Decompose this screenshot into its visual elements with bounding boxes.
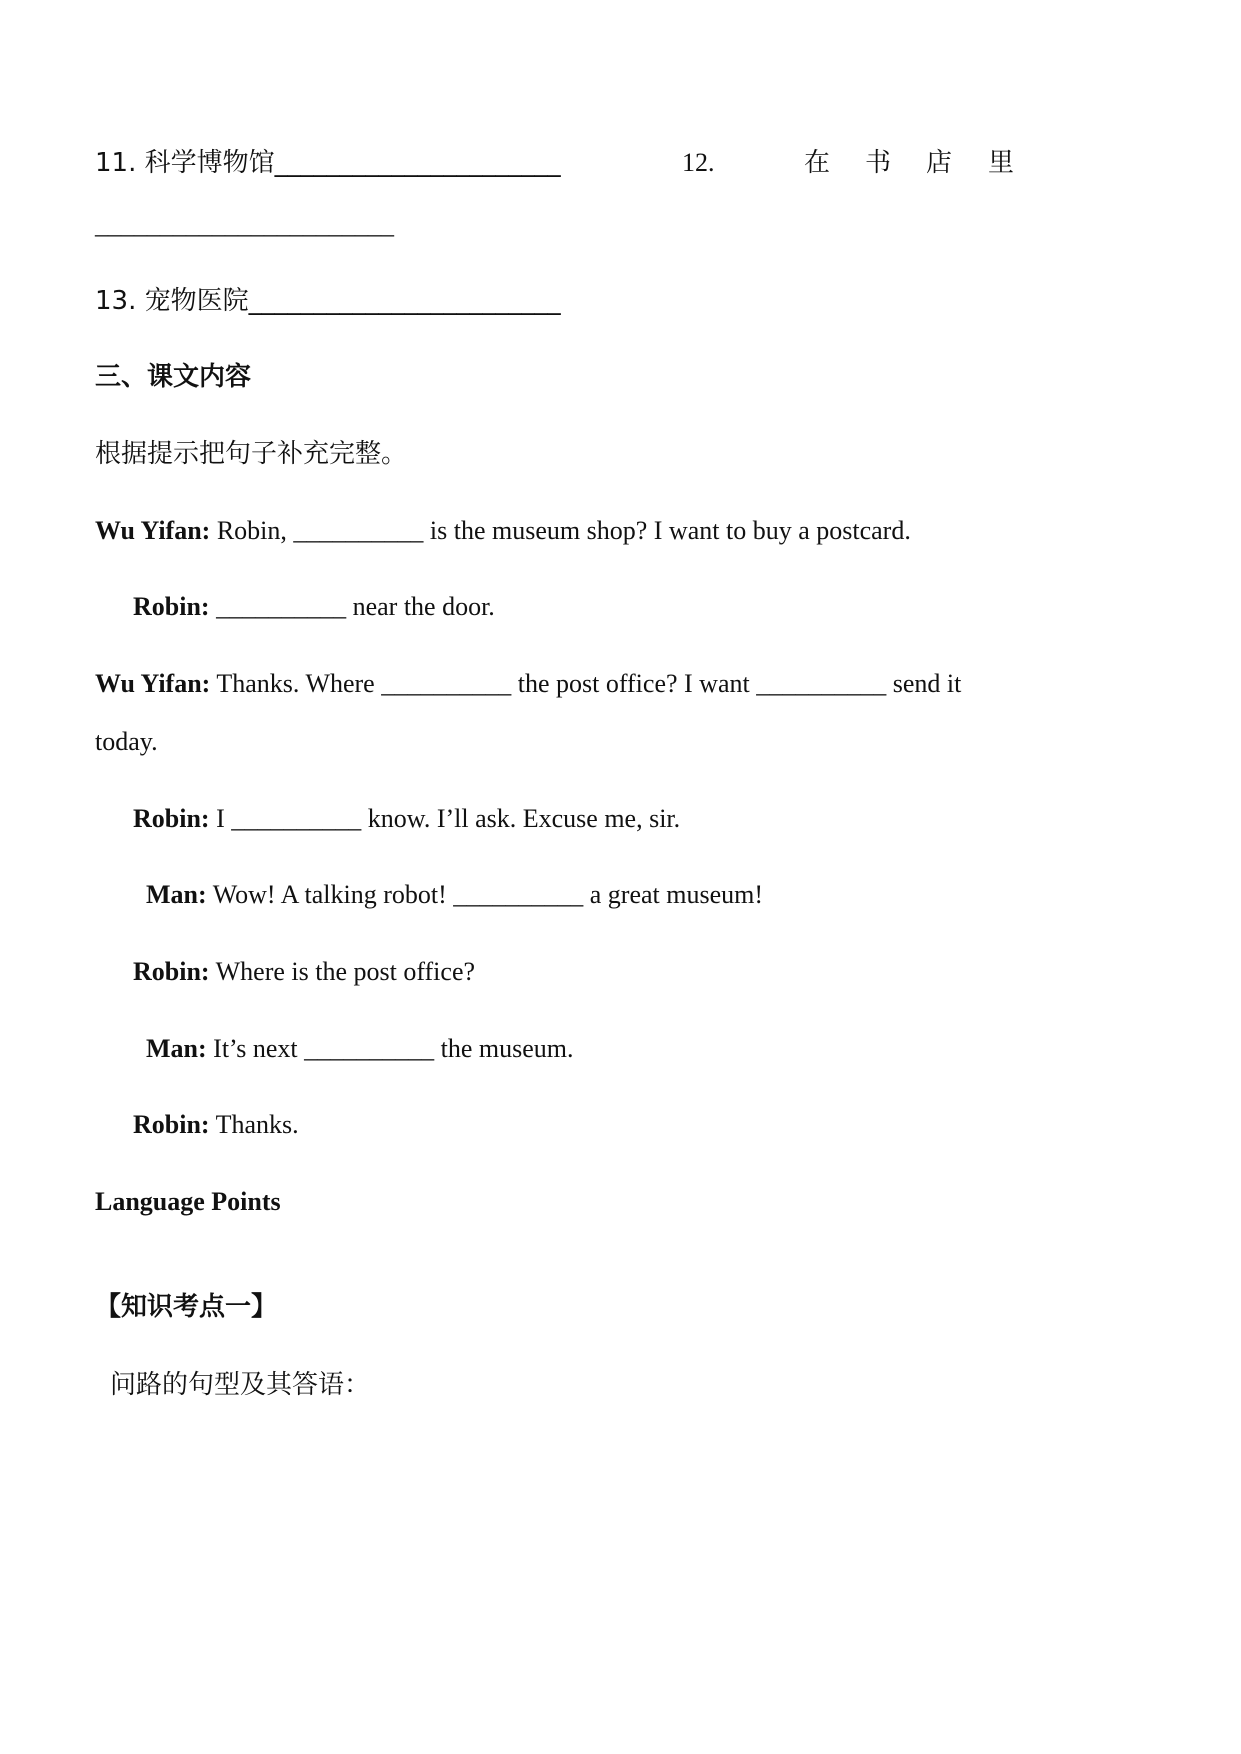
dialogue-line-3 xyxy=(95,667,961,701)
speaker-label: Man: xyxy=(146,1034,207,1063)
dialogue-text: It’s next __________ the museum. xyxy=(206,1034,574,1063)
dialogue-text: __________ near the door. xyxy=(209,592,495,621)
vocab-item-12-char-2: 书 xyxy=(865,148,892,178)
section-instruction: 根据提示把句子补充完整。 xyxy=(95,439,408,469)
dialogue-text: Thanks. Where __________ the post office? I want __________ send it xyxy=(210,669,962,698)
knowledge-point-text: 问路的句型及其答语： xyxy=(110,1370,371,1400)
vocab-item-11: 11. 科学博物馆______________________ xyxy=(95,148,561,178)
speaker-label: Robin: xyxy=(133,592,210,621)
speaker-label: Wu Yifan: xyxy=(95,669,211,698)
speaker-label: Man: xyxy=(146,880,207,909)
dialogue-line-7 xyxy=(146,1032,574,1066)
language-points-heading: Language Points xyxy=(95,1187,281,1216)
dialogue-line-1 xyxy=(95,514,911,548)
speaker-label: Wu Yifan: xyxy=(95,516,211,545)
vocab-item-13: 13. 宠物医院________________________ xyxy=(95,286,561,316)
vocab-item-12-number: 12. xyxy=(682,148,715,177)
vocab-item-12-char-4: 里 xyxy=(988,148,1015,178)
dialogue-line-5 xyxy=(146,878,763,912)
dialogue-line-6 xyxy=(133,955,475,989)
dialogue-line-3-continued xyxy=(95,725,158,759)
dialogue-text: Wow! A talking robot! __________ a great museum! xyxy=(206,880,764,909)
dialogue-text: I __________ know. I’ll ask. Excuse me, sir. xyxy=(209,804,681,833)
vocab-item-12-char-3: 店 xyxy=(926,148,953,178)
dialogue-line-4 xyxy=(133,802,680,836)
speaker-label: Robin: xyxy=(133,804,210,833)
knowledge-point-heading: 【知识考点一】 xyxy=(95,1292,278,1322)
section-heading: 三、课文内容 xyxy=(95,362,252,392)
vocab-item-12-blank: _______________________ xyxy=(95,210,394,239)
dialogue-text: today. xyxy=(95,727,158,756)
speaker-label: Robin: xyxy=(133,1110,210,1139)
dialogue-text: Thanks. xyxy=(209,1110,299,1139)
vocab-item-12-char-1: 在 xyxy=(804,148,831,178)
dialogue-line-2 xyxy=(133,590,495,624)
dialogue-text: Where is the post office? xyxy=(209,957,476,986)
dialogue-text: Robin, __________ is the museum shop? I want to buy a postcard. xyxy=(210,516,911,545)
dialogue-line-8 xyxy=(133,1108,299,1142)
speaker-label: Robin: xyxy=(133,957,210,986)
